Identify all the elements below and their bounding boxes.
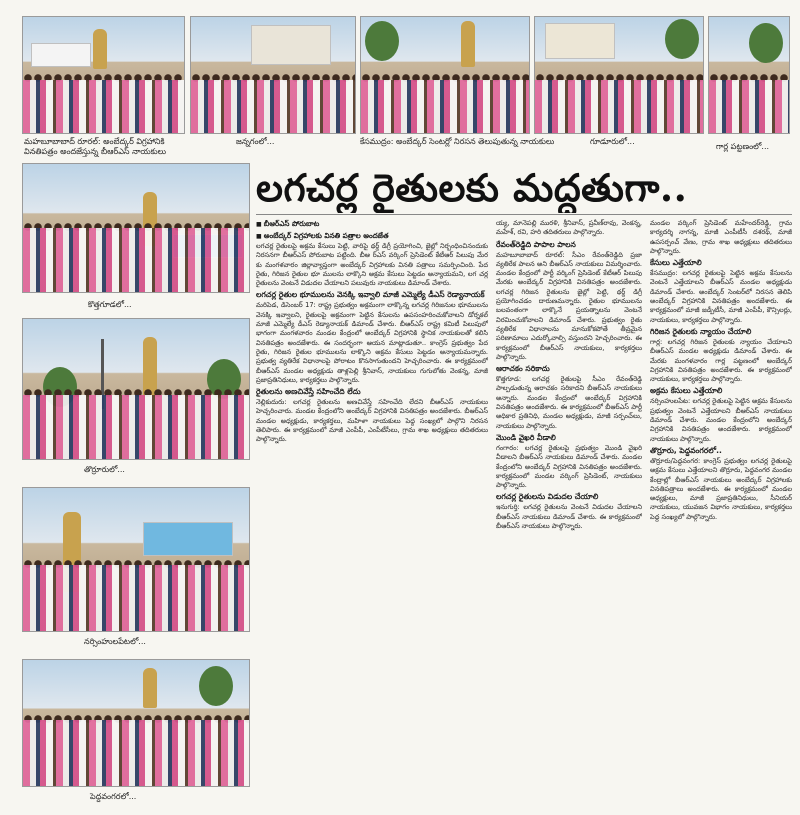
paragraph: య్య, మానెపల్లి మురళి, శ్రీనివాస్, ప్రవీణ్‌రావు, వెంకన్న, మహేశ్, రవి, హరి తదితరులు పాల్గొన్నారు.	[496, 219, 642, 237]
photo-garla	[708, 16, 790, 134]
paragraph: మహబూబాబాద్ రూరల్: సీఎం రేవంత్‌రెడ్డిది ప్రజా వ్యతిరేక పాలన అని బీఆర్ఎస్ నాయకులు విమర్శించారు. మండల కేంద్రంలో పార్టీ వర్కింగ్ ప్రెసిడెంట్ కేటీఆర్ పిలుపు మేరకు అంబేద్కర్ విగ్రహానికి వినతిపత్రం అందజేశారు. లగచర్ల గిరిజన రైతులను జైల్లో పెట్టి, థర్డ్ డిగ్రీ ప్రయోగించడం దారుణమన్నారు. రైతుల భూములను బలవంతంగా లాక్కొనే ప్రయత్నాలను వెంటనే విరమించుకోవాలని డిమాండ్ చేశారు. ప్రభుత్వం రైతు వ్యతిరేక విధానాలను మానుకోకపోతే తీవ్రమైన పరిణామాలు ఎదుర్కోవాల్సి వస్తుందని హెచ్చరించారు. ఈ కార్యక్రమంలో బీఆర్ఎస్ నాయకులు, కార్యకర్తలు పాల్గొన్నారు.	[496, 250, 642, 361]
bullet-item: ■ అంబేద్కర్ విగ్రహాలకు వినతి పత్రాల అందజేత	[256, 231, 488, 243]
subheading: గిరిజన రైతులకు న్యాయం చేయాలి	[650, 326, 752, 336]
photo-mahabubabad-rural	[22, 16, 185, 134]
article-column-1	[256, 242, 488, 810]
caption-kesamudram: కేసముద్రం: అంబేద్కర్ సెంటర్లో నిరసన తెలుపుతున్న నాయకులు	[360, 137, 555, 146]
subheading: ఆరాచకం సరికాదు	[496, 364, 550, 374]
subheading: లగచర్ల రైతులను విడుదల చేయాలి	[496, 492, 599, 502]
paragraph: నర్సింహులపేట: లగచర్ల రైతులపై పెట్టిన అక్రమ కేసులను ప్రభుత్వం వెంటనే ఎత్తేయాలని బీఆర్ఎస్ నాయకులు డిమాండ్ చేశారు. మండల కేంద్రంలోని అంబేద్కర్ విగ్రహానికి వినతిపత్రం అందజేశారు. కార్యక్రమంలో నాయకులు పాల్గొన్నారు.	[650, 397, 792, 443]
subheading: రేవంత్‌రెడ్డిది పాపాల పాలన	[496, 239, 576, 249]
caption-peddavangara: పెద్దవంగరలో...	[90, 792, 137, 801]
caption-narsimhulapet: నర్సింహులపేటలో...	[84, 637, 146, 646]
article-column-3	[650, 219, 792, 810]
paragraph: మరిపెడ, డిసెంబర్ 17: రాష్ట్ర ప్రభుత్వం అక్రమంగా లాక్కొన్న లగచర్ల గిరిజనుల భూములను వెనక్కి ఇవ్వాలని, రైతులపై అక్రమంగా పెట్టిన కేసులను ఉపసంహరించుకోవాలని డోర్నకల్ మాజీ ఎమ్మెల్యే డీఎస్ రెడ్యానాయక్ డిమాండ్ చేశారు. బీఆర్ఎస్ రాష్ట్ర కమిటీ పిలుపులో భాగంగా మంగళవారం మండల కేంద్రంలో అంబేద్కర్ విగ్రహానికి స్థానిక నాయకులతో కలిసి వినతిపత్రం అందజేశారు. ఈ సందర్భంగా ఆయన మాట్లాడుతూ.. కాంగ్రెస్ ప్రభుత్వం పేద రైతు, గిరిజన రైతుల భూములను లాక్కొని అక్రమ కేసులు పెట్టడం అన్యాయమన్నారు. ప్రభుత్వ వ్యతిరేక విధానాలపై పోరాటం కొనసాగుతుందని హెచ్చరించారు. ఈ కార్యక్రమంలో బీఆర్ఎస్ మండల అధ్యక్షుడు తాళ్లపెల్లి శ్రీనివాస్, నాయకులు గుగులోతు వెంకన్న, మాజీ ప్రజాప్రతినిధులు, కార్యకర్తలు పాల్గొన్నారు.	[256, 301, 488, 384]
photo-gudur	[534, 16, 704, 134]
paragraph: తొర్రూరు/పెద్దవంగర: కాంగ్రెస్ ప్రభుత్వం లగచర్ల రైతులపై అక్రమ కేసులు ఎత్తేయాలని తొర్రూరు, పెద్దవంగర మండల కేంద్రాల్లో బీఆర్ఎస్ నాయకులు అంబేద్కర్ విగ్రహాలకు వినతిపత్రాలు అందజేశారు. ఈ కార్యక్రమంలో మండల అధ్యక్షులు, మాజీ ప్రజాప్రతినిధులు, సీనియర్ నాయకులు, యువజన విభాగం నాయకులు, కార్యకర్తలు పెద్ద సంఖ్యలో పాల్గొన్నారు.	[650, 456, 792, 521]
paragraph: మండల వర్కింగ్ ప్రెసిడెంట్ మహేందర్‌రెడ్డి, గ్రామ కార్యదర్శి నాగన్న, మాజీ ఎంపీటీసీ దశరథ్, మాజీ ఉపసర్పంచ్ వేణు, గ్రామ శాఖ అధ్యక్షులు తదితరులు పాల్గొన్నారు.	[650, 219, 792, 255]
subheading: మొండి వైఖరి వీడాలి	[496, 432, 556, 442]
subheading: లగచర్ల రైతుల భూములను వెనక్కి ఇవ్వాలి మాజీ ఎమ్మెల్యే డీఎస్ రెడ్యానాయక్	[256, 290, 485, 300]
paragraph: లగచర్ల రైతులపై అక్రమ కేసులు పెట్టి, వారిపై థర్డ్ డిగ్రీ ప్రయోగించి, జైల్లో నిర్బంధించినందుకు నిరసనగా బీఆర్ఎస్ పోరుబాట పట్టింది. బీఆ ర్ఎస్ వర్కింగ్ ప్రెసిడెంట్ కేటీఆర్ పిలుపు మేర కు మంగళవారం జిల్లావ్యాప్తంగా అంబేద్కర్ విగ్రహాలకు వినతి పత్రాలు సమర్పించింది. పేద రైతు, గిరిజన రైతుల భూ ములను లాక్కొని అక్రమ కేసులు పెట్టడం అన్యాయమని, లగ చర్ల రైతులను వెంటనే విడుదల చేయాలని పలువురు నాయకులు డిమాండ్ చేశారు.	[256, 242, 488, 288]
paragraph: కేసముద్రం: లగచర్ల రైతులపై పెట్టిన అక్రమ కేసులను వెంటనే ఎత్తేయాలని బీఆర్ఎస్ మండల అధ్యక్షుడు డిమాండ్ చేశారు. అంబేద్కర్ సెంటర్‌లో నిరసన తెలిపి అంబేద్కర్ విగ్రహానికి వినతిపత్రం అందజేశారు. ఈ కార్యక్రమంలో మాజీ జడ్పీటీసీ, మాజీ ఎంపీపీ, కౌన్సిలర్లు, నాయకులు, కార్యకర్తలు పాల్గొన్నారు.	[650, 269, 792, 324]
paragraph: ఇనుగుర్తి: లగచర్ల రైతులను వెంటనే విడుదల చేయాలని బీఆర్ఎస్ నాయకులు డిమాండ్ చేశారు. ఈ కార్యక్రమంలో బీఆర్ఎస్ నాయకులు పాల్గొన్నారు.	[496, 503, 642, 531]
bullet-list	[256, 219, 488, 242]
photo-kothaguda	[22, 163, 250, 293]
article-headline: లగచర్ల రైతులకు మద్దతుగా..	[256, 165, 688, 210]
photo-thorrur	[22, 318, 250, 460]
paragraph: కొత్తగూడ: లగచర్ల రైతులపై సీఎం రేవంత్‌రెడ్డి పాల్పడుతున్న ఆరాచకం సరికాదని బీఆర్ఎస్ నాయకులు అన్నారు. మండల కేంద్రంలో అంబేద్కర్ విగ్రహానికి వినతిపత్రం అందజేశారు. ఈ కార్యక్రమంలో బీఆర్ఎస్ పార్టీ అధికార ప్రతినిధి, మండల అధ్యక్షుడు, మాజీ సర్పంచ్‌లు, నాయకులు పాల్గొన్నారు.	[496, 375, 642, 430]
bullet-item: ■ బీఆర్ఎస్ పోరుబాట	[256, 219, 488, 231]
caption-mahabubabad-rural: మహబూబాబాద్ రూరల్: అంబేద్కర్ విగ్రహానికి వినతిపత్రం అందజేస్తున్న బీఆర్ఎస్ నాయకులు	[24, 137, 167, 156]
subheading: అక్రమ కేసులు ఎత్తేయాలి	[650, 386, 723, 396]
subheading: తొర్రూరు, పెద్దవంగరలో..	[650, 445, 722, 455]
photo-narsimhulapet	[22, 487, 250, 632]
subheading: రైతులను అణచివేస్తే సహించేది లేదు	[256, 387, 361, 397]
article-column-2	[496, 219, 642, 810]
caption-kothaguda: కొత్తగూడలో...	[88, 300, 132, 309]
photo-jannagam	[190, 16, 356, 134]
headline-rule	[256, 214, 792, 215]
caption-thorrur: తొర్రూరులో...	[84, 465, 125, 474]
photo-kesamudram	[360, 16, 530, 134]
subheading: కేసులు ఎత్తేయాలి	[650, 258, 702, 268]
paragraph: గంగారం: లగచర్ల రైతులపై ప్రభుత్వం మొండి వైఖరి వీడాలని బీఆర్ఎస్ నాయకులు డిమాండ్ చేశారు. మండల కేంద్రంలోని అంబేద్కర్ విగ్రహానికి వినతిపత్రం అందజేశారు. కార్యక్రమంలో మండల వర్కింగ్ ప్రెసిడెంట్, నాయకులు పాల్గొన్నారు.	[496, 443, 642, 490]
paragraph: నెల్లికుదురు: లగచర్ల రైతులను అణచివేస్తే సహించేది లేదని బీఆర్ఎస్ నాయకులు హెచ్చరించారు. మండల కేంద్రంలోని అంబేద్కర్ విగ్రహానికి వినతిపత్రం అందజేశారు. బీఆర్ఎస్ మండల అధ్యక్షుడు, కార్యకర్తలు, మహిళా నాయకులు పెద్ద సంఖ్యలో పాల్గొని నిరసన తెలిపారు. ఈ కార్యక్రమంలో మాజీ ఎంపీపీ, ఎంపీటీసీలు, గ్రామ శాఖ అధ్యక్షులు తదితరులు పాల్గొన్నారు.	[256, 398, 488, 444]
photo-peddavangara	[22, 659, 250, 787]
caption-jannagam: జన్నగంలో...	[236, 137, 275, 146]
caption-garla: గార్ల పట్టణంలో...	[716, 142, 770, 151]
paragraph: గార్ల: లగచర్ల గిరిజన రైతులకు న్యాయం చేయాలని బీఆర్ఎస్ మండల అధ్యక్షుడు డిమాండ్ చేశారు. ఈ మేరకు మంగళవారం గార్ల పట్టణంలో అంబేద్కర్ విగ్రహానికి వినతిపత్రం అందజేశారు. ఈ కార్యక్రమంలో నాయకులు, కార్యకర్తలు పాల్గొన్నారు.	[650, 337, 792, 384]
caption-gudur: గూడూరులో...	[590, 137, 635, 146]
